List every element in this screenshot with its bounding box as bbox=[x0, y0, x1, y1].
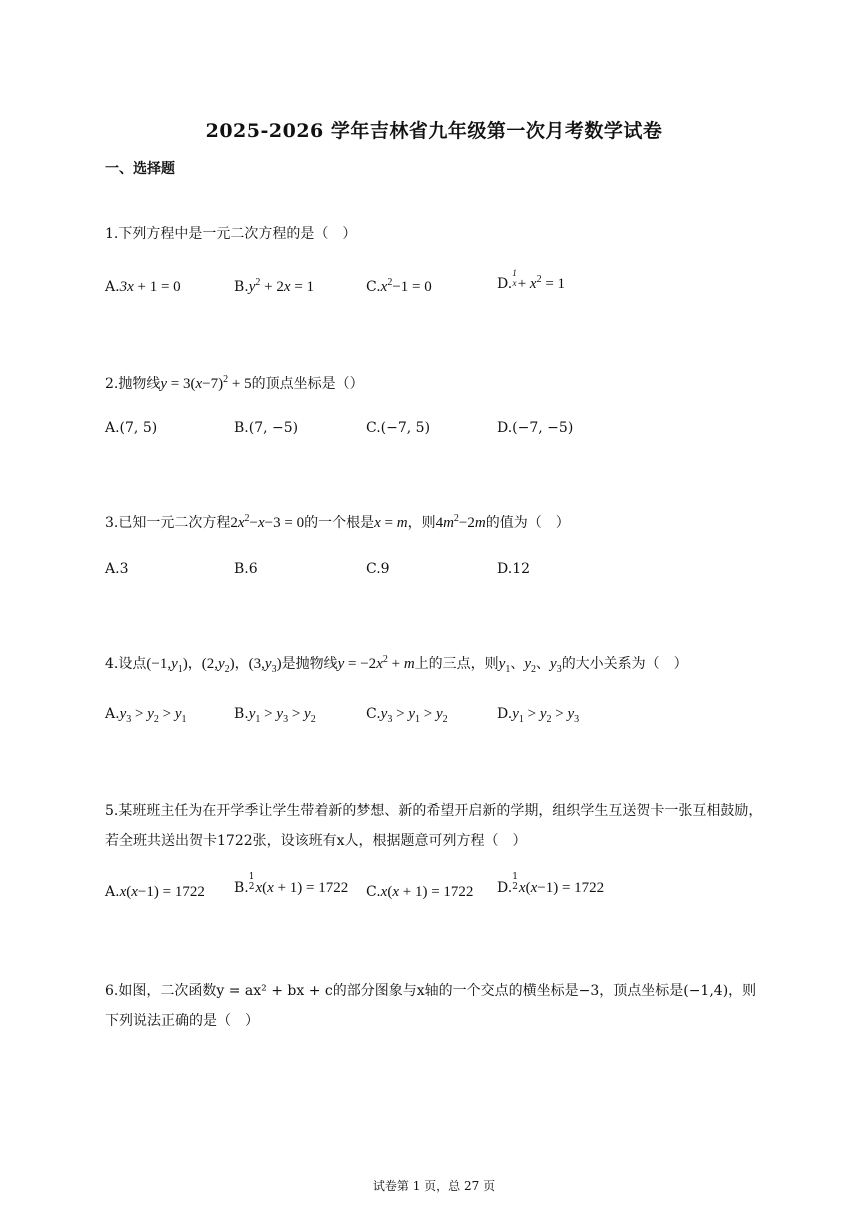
question-3-stem: 3.已知一元二次方程$2x^2-x-3 = 0$的一个根是x = m，则$4m^2-2m$的值为（ ） bbox=[105, 513, 570, 531]
q3-option-b: B.6 bbox=[234, 561, 258, 577]
question-4-stem: 4.设点$(-1,y_1)$，$(2,y_2)$，$(3,y_3)$是抛物线$y = -2x^2 + m$上的三点，则$y_1$、$y_2$、$y_3$的大小关系为（ ） bbox=[105, 654, 688, 675]
question-5-stem: 5.某班班主任为在开学季让学生带着新的梦想、新的希望开启新的学期，组织学生互送贺卡一张互相鼓励，若全班共送出贺卡1722张，设该班有x人，根据题意可列方程（ ） bbox=[105, 803, 763, 849]
q5-option-a: A.x(x−1) = 1722 bbox=[105, 884, 205, 900]
section-heading: 一、选择题 bbox=[105, 161, 175, 177]
q3-option-a: A.3 bbox=[105, 561, 129, 577]
q5-option-c: C.x(x + 1) = 1722 bbox=[366, 884, 474, 900]
q1-option-d: D. 1 x + $x^2 = 1$ bbox=[497, 268, 566, 292]
q1-option-b: $B.y^2 + 2x = 1$ bbox=[234, 277, 315, 295]
q5-option-d: D. 1 2 x(x−1) = 1722 bbox=[497, 872, 605, 896]
q2-option-b: B.(7, −5) bbox=[234, 420, 299, 436]
q4-option-d: $D.y_1 > y_2 > y_3$ bbox=[497, 706, 580, 725]
q4-option-a: $A.y_3 > y_2 > y_1$ bbox=[105, 706, 187, 725]
q3-option-c: C.9 bbox=[366, 561, 390, 577]
question-6-stem: 6.如图，二次函数y = ax² + bx + c的部分图象与x轴的一个交点的横坐标是−3，顶点坐标是(−1,4)，则下列说法正确的是（ ） bbox=[105, 983, 757, 1029]
question-1-stem: 1.下列方程中是一元二次方程的是（ ） bbox=[105, 226, 357, 242]
q1-option-c: $C.x^2-1 = 0$ bbox=[366, 277, 432, 295]
q1-option-a: A.3x + 1 = 0 bbox=[105, 279, 181, 295]
exam-title: 2025-2026 学年吉林省九年级第一次月考数学试卷 bbox=[205, 120, 663, 142]
question-2-stem: 2.抛物线$y = 3(x-7)^2 + 5$的顶点坐标是（） bbox=[105, 374, 364, 392]
q2-option-d: D.(−7, −5) bbox=[497, 420, 574, 436]
q4-option-b: $B.y_1 > y_3 > y_2$ bbox=[234, 706, 316, 725]
page-footer: 试卷第 1 页，总 27 页 bbox=[372, 1179, 496, 1193]
q2-option-c: C.(−7, 5) bbox=[366, 420, 431, 436]
q3-option-d: D.12 bbox=[497, 561, 531, 577]
q4-option-c: $C.y_3 > y_1 > y_2$ bbox=[366, 706, 448, 725]
q5-option-b: B. 1 2 x(x + 1) = 1722 bbox=[234, 872, 349, 896]
q2-option-a: A.(7, 5) bbox=[105, 420, 158, 436]
